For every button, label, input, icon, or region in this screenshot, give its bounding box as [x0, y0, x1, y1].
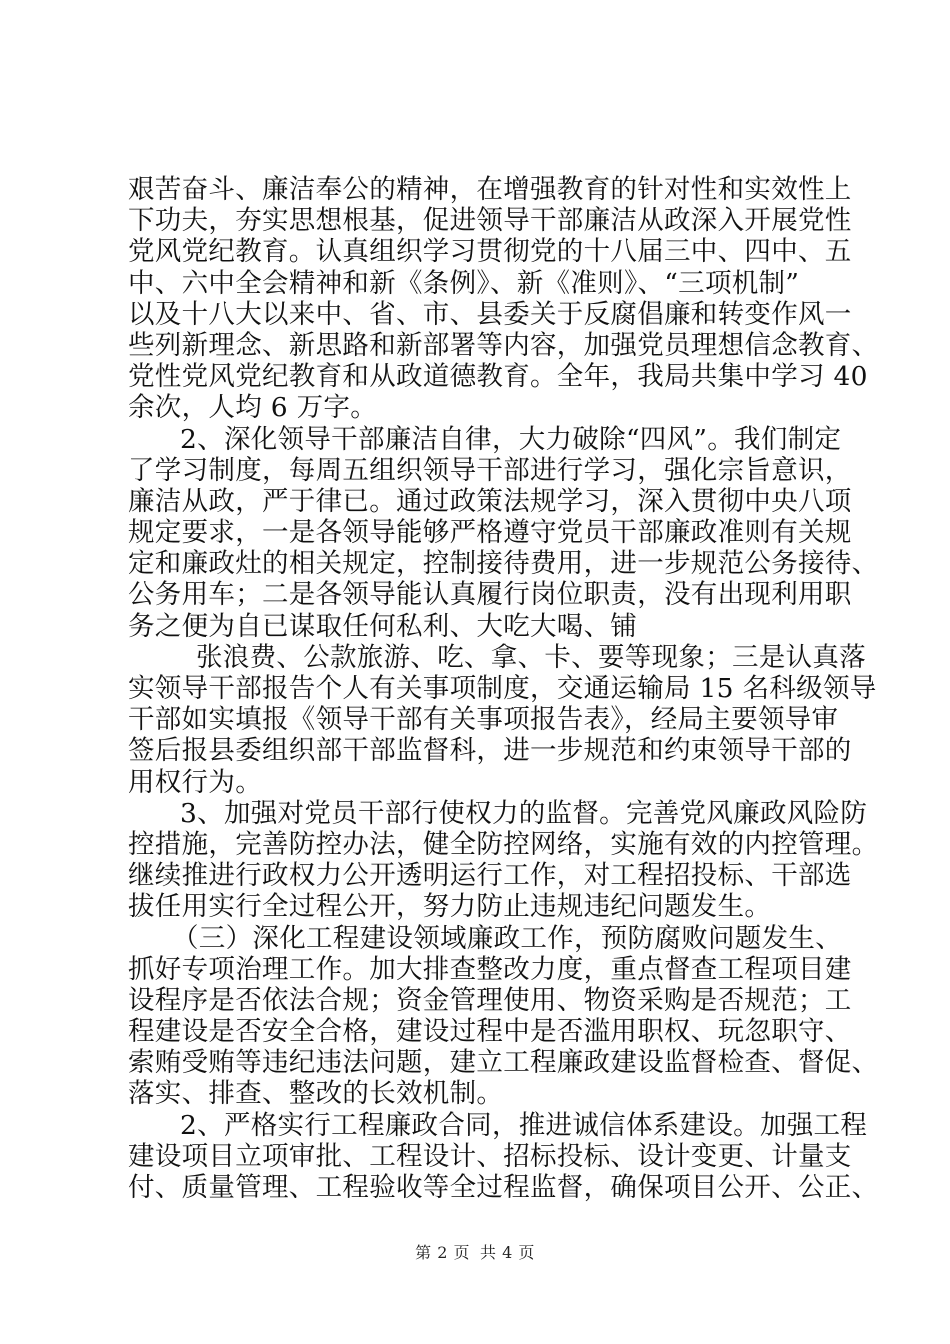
text-line: 实领导干部报告个人有关事项制度，交通运输局 15 名科级领导	[128, 673, 877, 704]
text-line: 程建设是否安全合格，建设过程中是否滥用职权、玩忽职守、	[128, 1016, 852, 1048]
text-line: 党风党纪教育。认真组织学习贯彻党的十八届三中、四中、五	[128, 236, 852, 268]
paragraph-start-line: 3、加强对党员干部行使权力的监督。完善党风廉政风险防	[180, 797, 868, 829]
text-line: 廉洁从政，严于律已。通过政策法规学习，深入贯彻中央八项	[128, 485, 852, 517]
text-line: 以及十八大以来中、省、市、县委关于反腐倡廉和转变作风一	[128, 298, 852, 330]
text-line: 付、质量管理、工程验收等全过程监督，确保项目公开、公正、	[128, 1172, 879, 1203]
text-line: 设程序是否依法合规；资金管理使用、物资采购是否规范；工	[128, 984, 852, 1016]
text-line: 下功夫，夯实思想根基，促进领导干部廉洁从政深入开展党性	[128, 205, 852, 237]
text-line: 余次，人均 6 万字。	[128, 392, 378, 424]
text-line: 索贿受贿等违纪违法问题，建立工程廉政建设监督检查、督促、	[128, 1047, 879, 1079]
paragraph-start-line: （三）深化工程建设领域廉政工作，预防腐败问题发生、	[172, 922, 842, 954]
text-line: 干部如实填报《领导干部有关事项报告表》，经局主要领导审	[128, 704, 839, 736]
text-line: 党性党风党纪教育和从政道德教育。全年，我局共集中学习 40	[128, 361, 868, 393]
paragraph-start-line: 2、深化领导干部廉洁自律，大力破除“四风”。我们制定	[180, 423, 842, 455]
text-line: 用权行为。	[128, 766, 262, 798]
text-line: 些列新理念、新思路和新部署等内容，加强党员理想信念教育、	[128, 329, 879, 361]
text-line: 了学习制度，每周五组织领导干部进行学习，强化宗旨意识，	[128, 454, 852, 486]
text-line: 务之便为自已谋取任何私利、大吃大喝、铺	[128, 610, 638, 642]
text-line: 抓好专项治理工作。加大排查整改力度，重点督查工程项目建	[128, 953, 852, 985]
paragraph-start-line: 2、严格实行工程廉政合同，推进诚信体系建设。加强工程	[180, 1109, 868, 1141]
paragraph-start-line: 张浪费、公款旅游、吃、拿、卡、要等现象；三是认真落	[196, 641, 866, 673]
text-line: 公务用车；二是各领导能认真履行岗位职责，没有出现利用职	[128, 579, 852, 611]
text-line: 签后报县委组织部干部监督科，进一步规范和约束领导干部的	[128, 735, 852, 767]
text-line: 中、六中全会精神和新《条例》、新《准则》、“三项机制”	[128, 267, 800, 299]
text-line: 控措施，完善防控办法，健全防控网络，实施有效的内控管理。	[128, 828, 879, 860]
page-total: 共 4 页	[480, 1243, 535, 1262]
text-line: 拔任用实行全过程公开，努力防止违规违纪问题发生。	[128, 891, 772, 923]
page-number: 第 2 页	[415, 1243, 470, 1262]
text-line: 建设项目立项审批、工程设计、招标投标、设计变更、计量支	[128, 1140, 852, 1172]
text-line: 落实、排查、整改的长效机制。	[128, 1078, 504, 1110]
page-footer	[0, 1240, 950, 1263]
text-line: 继续推进行政权力公开透明运行工作，对工程招投标、干部选	[128, 860, 852, 892]
text-line: 定和廉政灶的相关规定，控制接待费用，进一步规范公务接待、	[128, 548, 879, 580]
body-text	[128, 174, 879, 1203]
text-line: 艰苦奋斗、廉洁奉公的精神，在增强教育的针对性和实效性上	[128, 174, 852, 205]
text-line: 规定要求，一是各领导能够严格遵守党员干部廉政准则有关规	[128, 517, 852, 549]
